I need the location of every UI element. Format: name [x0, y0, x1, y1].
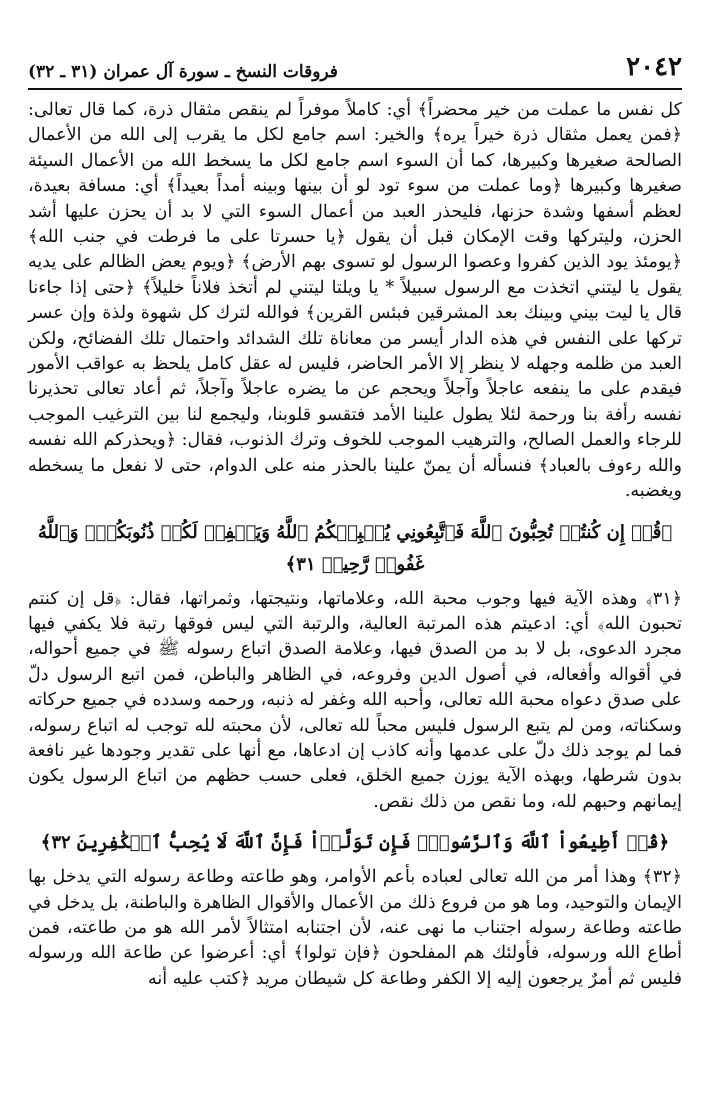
paragraph-2: ﴿٣١﴾ وهذه الآية فيها وجوب محبة الله، وعلاماتها، ونتيجتها، وثمراتها، فقال: ﴿قل إن كنتم تحبون الله﴾ أي: ادعيتم هذه المرتبة العالية، والرتبة التي ليس فوقها رتبة فلا يكفي فيها مجرد الدعوى، بل لا بد من الصدق فيها، وعلامة الصدق اتباع رسوله ﷺ في جميع أحواله، في أقواله وأفعاله، في أصول الدين وفروعه، في الظاهر والباطن، فمن اتبع الرسول دلّ على صدق دعواه محبة الله تعالى، وأحبه الله وغفر له ذنبه، ورحمه وسدده في جميع حركاته وسكناته، ومن لم يتبع الرسول فليس محباً لله تعالى، لأن محبته لله توجب له اتباع رسوله، فما لم يوجد ذلك دلّ على عدمها وأنه كاذب إن ادعاها، مع أنها على تقدير وجودها غير نافعة بدون شرطها، وبهذه الآية يوزن جميع الخلق، فعلى حسب حظهم من اتباع الرسول يكون إيمانهم وحبهم لله، وما نقص من ذلك نقص.: [28, 588, 682, 812]
quran-verse-31: ﴿قُلۡ إِن كُنتُمۡ تُحِبُّونَ ٱللَّهَ فَٱتَّبِعُونِي يُحۡبِبۡكُمُ ٱللَّهُ وَيَغۡفِرۡ لَكُمۡ ذُنُوبَكُمۡۚ وَٱللَّهُ غَفُورٞ رَّحِيمٞ ٣١﴾: [37, 521, 673, 575]
page-number: ٢٠٤٢: [626, 52, 682, 82]
paragraph-1: كل نفس ما عملت من خير محضراً﴾ أي: كاملاً موفراً لم ينقص مثقال ذرة، كما قال تعالى: ﴿فمن يعمل مثقال ذرة خيراً يره﴾ والخير: اسم جامع لكل ما يقرب إلى الله من الأعمال الصالحة صغيرها وكبيرها، كما أن السوء اسم جامع لكل ما يسخط الله من الأعمال السيئة صغيرها وكبيرها ﴿وما عملت من سوء تود لو أن بينها وبينه أمداً بعيداً﴾ أي: مسافة بعيدة، لعظم أسفها وشدة حزنها، فليحذر العبد من أعمال السوء التي لا بد أن يحزن عليها أشد الحزن، وليتركها وقت الإمكان قبل أن يقول ﴿يا حسرتا على ما فرطت في جنب الله﴾ ﴿يومئذ يود الذين كفروا وعصوا الرسول لو تسوى بهم الأرض﴾ ﴿ويوم يعض الظالم على يديه يقول يا ليتني اتخذت مع الرسول سبيلاً * يا ويلتا ليتني لم أتخذ فلاناً خليلاً﴾ ﴿حتى إذا جاءنا قال يا ليت بيني وبينك بعد المشرقين فبئس القرين﴾ فوالله لترك كل شهوة ولذة وإن عسر تركها على النفس في هذه الدار أيسر من معاناة تلك الشدائد واحتمال تلك الفضائح، ولكن العبد من ظلمه وجهله لا ينظر إلا الأمر الحاضر، فليس له عقل كامل يلحظ به عواقب الأمور فيقدم على ما ينفعه عاجلاً وآجلاً ويحجم عن ما يضره عاجلاً وآجلاً، ثم أعاد تعالى تحذيرنا نفسه رأفة بنا ورحمة لئلا يطول علينا الأمد فتقسو قلوبنا، وليجمع لنا بين الترغيب الموجب للرجاء والعمل الصالح، والترهيب الموجب للخوف وترك الذنوب، فقال: ﴿ويحذركم الله نفسه والله رءوف بالعباد﴾ فنسأله أن يمنّ علينا بالحذر منه على الدوام، حتى لا نفعل ما يسخطه ويغضبه.: [28, 100, 682, 502]
page-body: [28, 90, 682, 992]
running-title: فروقات النسخ ـ سورة آل عمران (٣١ ـ ٣٢): [28, 62, 338, 82]
quran-verse-32: ﴿قُلۡ أَطِيعُواْ ٱللَّهَ وَٱلرَّسُولَۖ فَإِن تَوَلَّوۡاْ فَإِنَّ ٱللَّهَ لَا يُحِبُّ ٱلۡكَٰفِرِينَ ٣٢﴾: [40, 832, 670, 854]
page-header: [28, 0, 682, 90]
paragraph-3: ﴿٣٢﴾ وهذا أمر من الله تعالى لعباده بأعم الأوامر، وهو طاعته وطاعة رسوله التي يدخل بها الإيمان والتوحيد، وما هو من فروع ذلك من الأعمال والأقوال الظاهرة والباطنة، بل يدخل في طاعته وطاعة رسوله اجتناب ما نهى عنه، لأن اجتنابه امتثالاً لأمر الله هو من طاعته، فمن أطاع الله ورسوله، فأولئك هم المفلحون ﴿فإن تولوا﴾ أي: أعرضوا عن طاعة الله ورسوله فليس ثم أمرٌ يرجعون إليه إلا الكفر وطاعة كل شيطان مريد ﴿كتب عليه أنه: [28, 867, 682, 989]
